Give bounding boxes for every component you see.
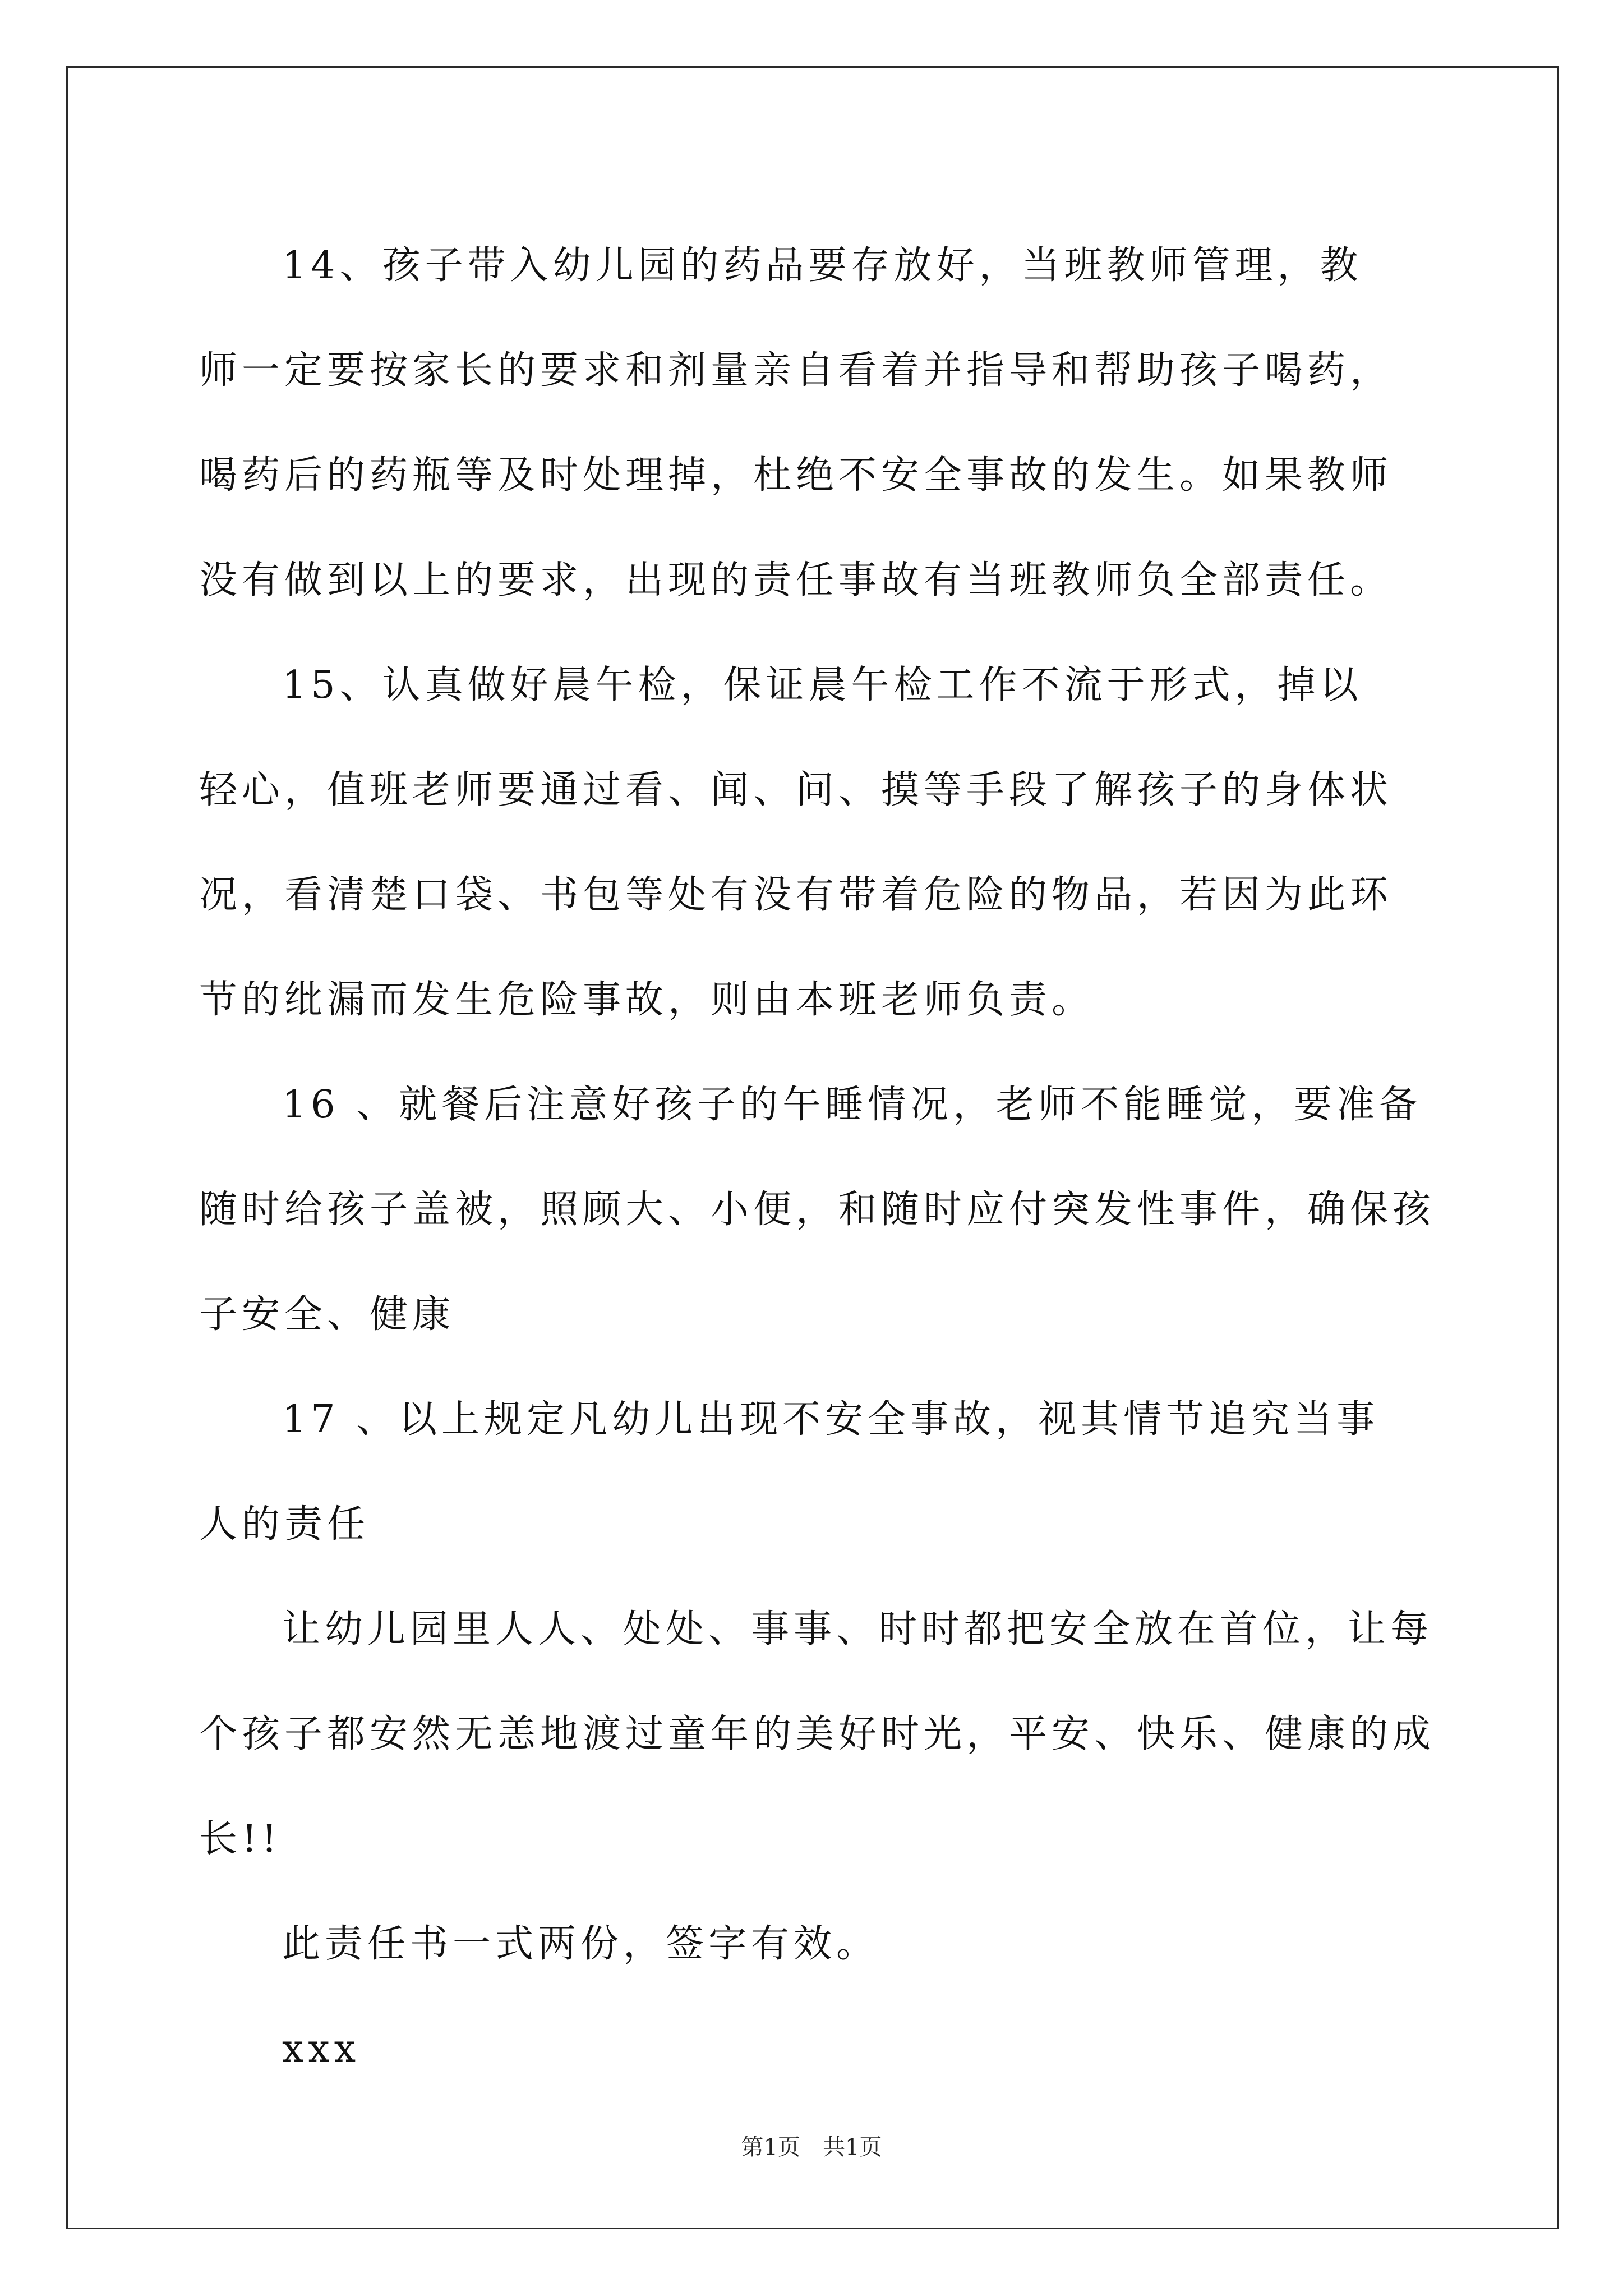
signature-placeholder: xxx	[282, 2027, 361, 2071]
paragraph-closing: 让幼儿园里人人、处处、事事、时时都把安全放在首位，让每个孩子都安然无恙地渡过童年的美好时光，平安、快乐、健康的成长!!	[199, 1607, 1436, 1861]
paragraph-16: 16 、就餐后注意好孩子的午睡情况，老师不能睡觉，要准备随时给孩子盖被，照顾大、小便，和随时应付突发性事件，确保孩子安全、健康	[199, 1083, 1436, 1337]
document-body	[199, 213, 1461, 2101]
paragraph-17: 17 、以上规定凡幼儿出现不安全事故，视其情节追究当事人的责任	[199, 1397, 1380, 1547]
page-footer: 第1页 共1页	[741, 2134, 882, 2160]
paragraph-copies-note: 此责任书一式两份，签字有效。	[282, 1922, 879, 1966]
paragraph-15: 15、认真做好晨午检，保证晨午检工作不流于形式，掉以轻心，值班老师要通过看、闻、问、摸等手段了解孩子的身体状况，看清楚口袋、书包等处有没有带着危险的物品，若因为此环节的纰漏而发生危险事故，则由本班老师负责。	[199, 663, 1393, 1022]
paragraph-14: 14、孩子带入幼儿园的药品要存放好，当班教师管理，教师一定要按家长的要求和剂量亲自看着并指导和帮助孩子喝药，喝药后的药瓶等及时处理掉，杜绝不安全事故的发生。如果教师没有做到以上的要求，出现的责任事故有当班教师负全部责任。	[199, 243, 1393, 602]
